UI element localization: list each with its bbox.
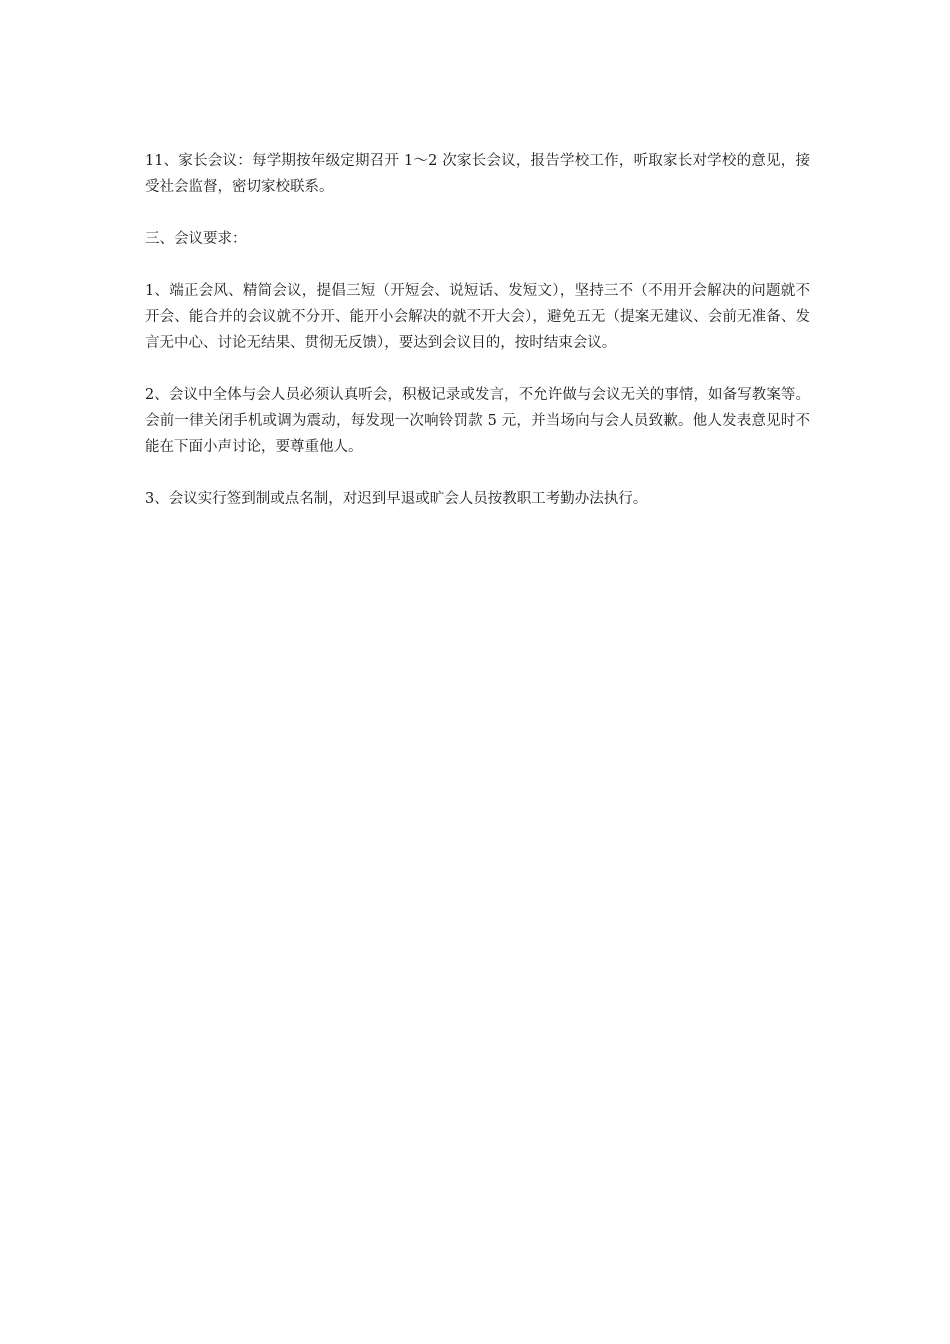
section-heading-meeting-requirements: 三、会议要求： [145, 231, 247, 247]
paragraph-parent-meeting: 11、家长会议：每学期按年级定期召开 1～2 次家长会议，报告学校工作，听取家长对学校的意见，接受社会监督，密切家校联系。 [145, 153, 810, 195]
paragraph-requirement-3: 3、会议实行签到制或点名制，对迟到早退或旷会人员按教职工考勤办法执行。 [145, 491, 648, 507]
document-body [145, 148, 810, 512]
paragraph-requirement-1: 1、端正会风、精简会议，提倡三短（开短会、说短话、发短文），坚持三不（不用开会解决的问题就不开会、能合并的会议就不分开、能开小会解决的就不开大会），避免五无（提案无建议、会前无准备、发言无中心、讨论无结果、贯彻无反馈），要达到会议目的，按时结束会议。 [145, 283, 810, 351]
paragraph-requirement-2: 2、会议中全体与会人员必须认真听会，积极记录或发言，不允许做与会议无关的事情，如备写教案等。会前一律关闭手机或调为震动，每发现一次响铃罚款 5 元，并当场向与会人员致歉。他人发表意见时不能在下面小声讨论，要尊重他人。 [145, 387, 810, 455]
